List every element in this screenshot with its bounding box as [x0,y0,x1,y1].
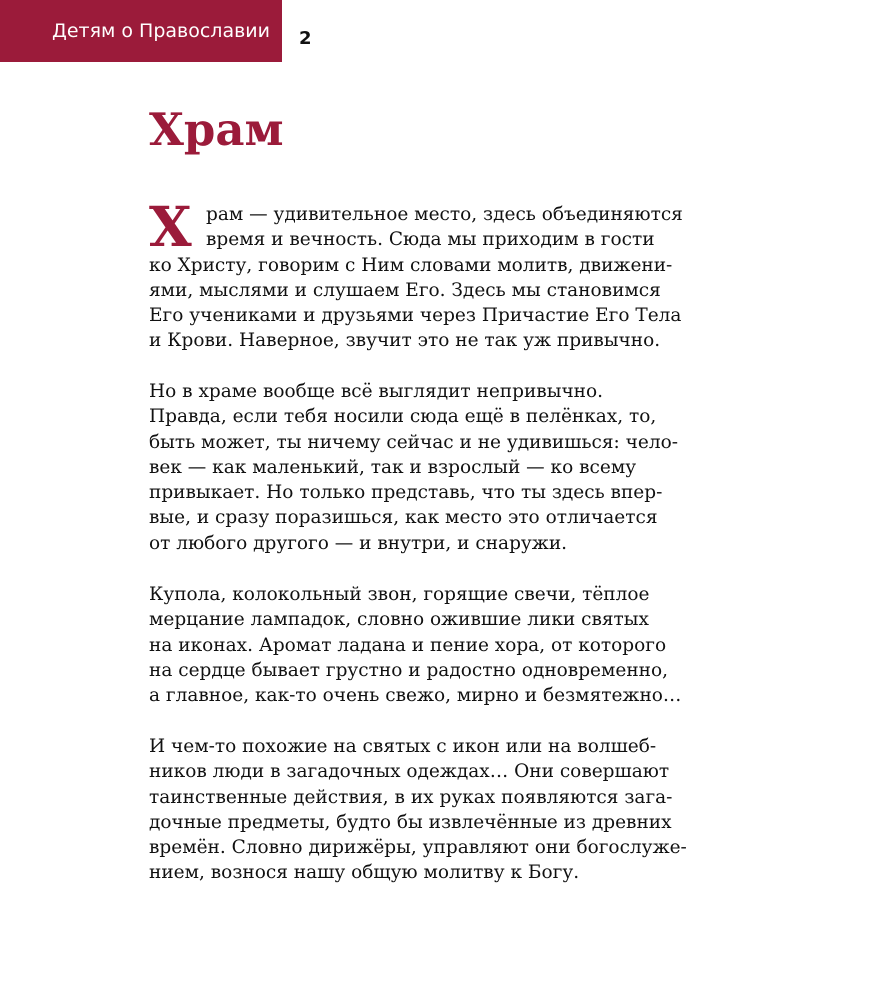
paragraph-line: времён. Словно дирижёры, управляют они богослуже- [149,837,687,859]
section-title: Детям о Православии [51,20,270,42]
paragraph-line: и Крови. Наверное, звучит это не так уж привычно. [149,330,661,352]
drop-cap: Х [149,194,192,259]
paragraph-line: быть может, ты ничему сейчас и не удивишься: чело- [149,431,678,453]
paragraph-1 [149,202,683,354]
paragraph-line: от любого другого — и внутри, и снаружи. [149,532,568,554]
paragraph-2 [149,379,678,556]
paragraph-4 [149,734,687,886]
paragraph-line: рам — удивительное место, здесь объединяются [206,204,683,225]
chapter-title: Храм [149,103,284,156]
paragraph-line: нием, вознося нашу общую молитву к Богу. [149,862,580,884]
paragraph-line: вые, и сразу поразишься, как место это отличается [149,507,658,529]
paragraph-line: на иконах. Аромат ладана и пение хора, от которого [149,634,667,656]
paragraph-line: Правда, если тебя носили сюда ещё в пелёнках, то, [149,406,657,428]
paragraph-line: таинственные действия, в их руках появляются зага- [149,786,673,808]
paragraph-line: а главное, как-то очень свежо, мирно и безмятежно… [149,685,682,707]
paragraph-line: Купола, колокольный звон, горящие свечи, тёплое [149,584,650,605]
page-number: 2 [299,28,312,49]
paragraph-line: век — как маленький, так и взрослый — ко всему [149,456,637,478]
paragraph-line: на сердце бывает грустно и радостно одновременно, [149,659,669,681]
paragraph-line: ников люди в загадочных одеждах… Они совершают [149,761,670,783]
paragraph-line: время и вечность. Сюда мы приходим в гости [206,229,655,251]
paragraph-3 [149,582,681,708]
paragraph-line: мерцание лампадок, словно ожившие лики святых [149,609,649,631]
paragraph-line: ями, мыслями и слушаем Его. Здесь мы становимся [149,279,661,301]
paragraph-line: И чем-то похожие на святых с икон или на волшеб- [149,736,657,757]
paragraph-line: Его учениками и друзьями через Причастие Его Тела [149,305,682,327]
paragraph-line: Но в храме вообще всё выглядит непривычно. [149,381,604,402]
paragraph-line: дочные предметы, будто бы извлечённые из древних [149,811,672,833]
paragraph-line: привыкает. Но только представь, что ты здесь впер- [149,482,663,504]
paragraph-line: ко Христу, говорим с Ним словами молитв, движени- [149,254,673,276]
header-bar [0,0,282,62]
